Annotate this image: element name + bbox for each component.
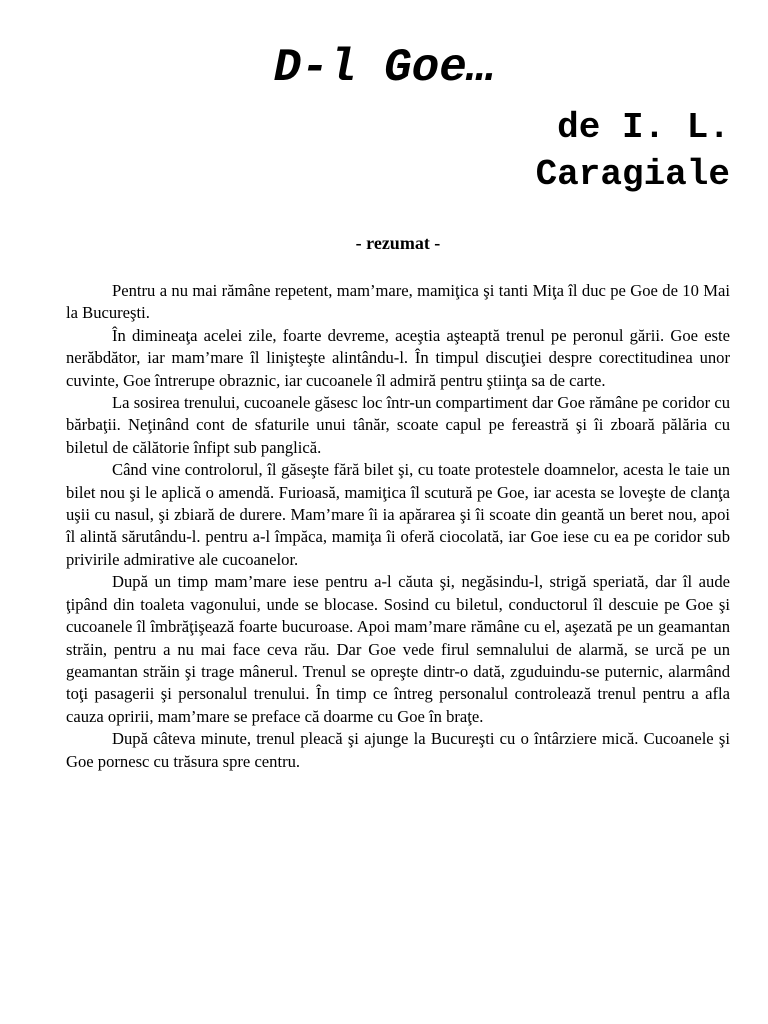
- paragraph-4: Când vine controlorul, îl găseşte fără bilet şi, cu toate protestele doamnelor, acesta le taie un bilet nou şi le aplică o amendă. Furioasă, mamiţica îl scutură pe Goe, iar acesta se loveşte de clanţa uşii cu nasul, şi zbiară de durere. Mam’mare îi ia apărarea şi îi scoate din geantă un beret nou, apoi îl alintă sărutându-l. pentru a-l împăca, mamiţa îi oferă ciocolată, iar Goe iese cu ea pe coridor sub privirile admirative ale cucoanelor.: [66, 460, 730, 569]
- paragraph-3: La sosirea trenului, cucoanele găsesc loc într-un compartiment dar Goe rămâne pe coridor cu bărbaţii. Neţinând cont de sfaturile unui tânăr, scoate capul pe fereastră şi îi zboară pălăria cu biletul de călătorie înfipt sub panglică.: [66, 393, 730, 457]
- author-line-1: de I. L.: [557, 107, 730, 148]
- document-title: D-l Goe…: [273, 42, 495, 94]
- author-heading: [400, 104, 730, 198]
- paragraph-1: Pentru a nu mai rămâne repetent, mam’mare, mamiţica şi tanti Miţa îl duc pe Goe de 10 Mai la Bucureşti.: [66, 281, 730, 323]
- paragraph-6: După câteva minute, trenul pleacă şi ajunge la Bucureşti cu o întârziere mică. Cucoanele şi Goe pornesc cu trăsura spre centru.: [66, 729, 730, 771]
- author-line-2: Caragiale: [535, 154, 730, 195]
- subtitle: - rezumat -: [355, 233, 441, 253]
- summary-body: [66, 280, 730, 773]
- paragraph-5: După un timp mam’mare iese pentru a-l căuta şi, negăsindu-l, strigă speriată, dar îl aude ţipând din toaleta vagonului, unde se blocase. Sosind cu biletul, conductorul îl descuie pe Goe şi cucoanele îl îmbrăţişează foarte bucuroase. Apoi mam’mare rămâne cu el, aşezată pe un geamantan străin, pentru a nu mai face ceva rău. Dar Goe vede firul semnalului de alarmă, se urcă pe un geamantan străin şi trage mânerul. Trenul se opreşte dintr-o dată, zguduindu-se puternic, alarmând toţi pasagerii şi personalul trenului. În timp ce întreg personalul controlează trenul pentru a afla cauza opririi, mam’mare se preface că doarme cu Goe în braţe.: [66, 572, 730, 726]
- paragraph-2: În dimineaţa acelei zile, foarte devreme, aceştia aşteaptă trenul pe peronul gării. Goe este nerăbdător, iar mam’mare îl linişteşte alintându-l. În timpul discuţiei despre corectitudinea unor cuvinte, Goe întrerupe obraznic, iar cucoanele îl admiră pentru ştiinţa sa de carte.: [66, 325, 730, 390]
